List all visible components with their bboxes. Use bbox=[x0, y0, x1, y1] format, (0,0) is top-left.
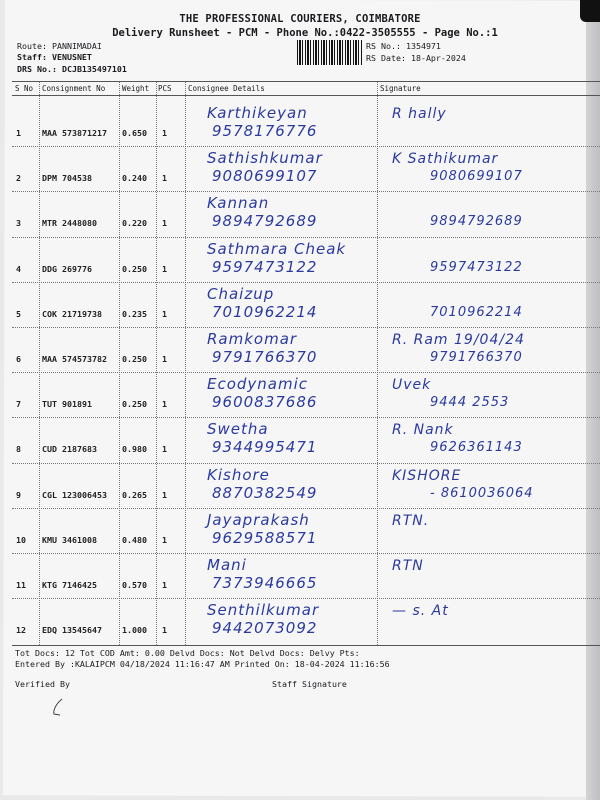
row-sno: 6 bbox=[16, 354, 21, 364]
barcode bbox=[297, 40, 363, 65]
route-label: Route: PANNIMADAI bbox=[17, 41, 102, 51]
consignee-name: Jayaprakash bbox=[207, 510, 310, 529]
signature-note: 9597473122 bbox=[430, 259, 523, 275]
row-weight: 0.250 bbox=[122, 354, 147, 364]
row-divider bbox=[12, 553, 600, 554]
row-weight: 0.650 bbox=[122, 128, 147, 138]
row-consignment-no: MTR 2448080 bbox=[42, 218, 97, 229]
consignee-name: Karthikeyan bbox=[207, 104, 308, 122]
signature: — s. At bbox=[392, 603, 449, 620]
col-consignment: Consignment No bbox=[42, 84, 106, 93]
consignee-phone: 9791766370 bbox=[212, 348, 318, 366]
row-pcs: 1 bbox=[162, 128, 167, 138]
consignee-name: Kannan bbox=[207, 194, 270, 213]
row-pcs: 1 bbox=[162, 534, 167, 545]
signature: R. Ram 19/04/24 bbox=[392, 332, 525, 348]
row-consignment-no: TUT 901891 bbox=[42, 399, 92, 410]
consignee-name: Swetha bbox=[207, 420, 269, 439]
pen-mark bbox=[48, 696, 68, 718]
row-divider bbox=[12, 372, 600, 373]
row-weight: 0.265 bbox=[122, 489, 147, 500]
row-pcs: 1 bbox=[162, 580, 167, 590]
consignee-name: Mani bbox=[207, 556, 247, 574]
row-divider bbox=[12, 463, 600, 464]
row-weight: 0.250 bbox=[122, 263, 147, 274]
totals-line: Tot Docs: 12 Tot COD Amt: 0.00 Delvd Docs: Not Delvd Docs: Delvy Pts: bbox=[15, 648, 360, 658]
row-weight: 0.240 bbox=[122, 173, 147, 184]
row-consignment-no: EDQ 13545647 bbox=[42, 625, 102, 636]
row-consignment-no: MAA 574573782 bbox=[42, 354, 107, 364]
row-divider bbox=[12, 146, 600, 147]
row-sno: 10 bbox=[16, 534, 26, 545]
row-weight: 1.000 bbox=[122, 625, 147, 636]
row-sno: 5 bbox=[16, 308, 21, 319]
table-bottom-rule bbox=[12, 645, 600, 646]
row-pcs: 1 bbox=[162, 308, 167, 319]
consignee-phone: 9600837686 bbox=[212, 393, 318, 412]
col-signature: Signature bbox=[380, 84, 421, 93]
consignee-name: Sathishkumar bbox=[207, 149, 323, 168]
row-sno: 11 bbox=[16, 580, 26, 590]
row-weight: 0.220 bbox=[122, 218, 147, 229]
row-pcs: 1 bbox=[162, 489, 167, 500]
entered-by-line: Entered By :KALAIPCM 04/18/2024 11:16:47 AM Printed On: 18-04-2024 11:16:56 bbox=[15, 659, 390, 669]
table-header-rule bbox=[12, 95, 600, 96]
row-sno: 9 bbox=[16, 489, 21, 500]
row-pcs: 1 bbox=[162, 173, 167, 184]
row-divider bbox=[12, 508, 600, 509]
consignee-phone: 9080699107 bbox=[212, 167, 318, 186]
row-consignment-no: CUD 2187683 bbox=[42, 444, 97, 455]
row-sno: 4 bbox=[16, 263, 21, 274]
row-weight: 0.980 bbox=[122, 444, 147, 455]
row-divider bbox=[12, 282, 600, 283]
row-sno: 12 bbox=[16, 625, 26, 636]
consignee-phone: 7010962214 bbox=[212, 302, 318, 321]
row-divider bbox=[12, 417, 600, 418]
row-consignment-no: KMU 3461008 bbox=[42, 534, 97, 545]
col-divider bbox=[185, 82, 186, 645]
col-divider bbox=[119, 82, 120, 645]
row-consignment-no: DPM 704538 bbox=[42, 173, 92, 184]
row-divider bbox=[12, 598, 600, 599]
row-weight: 0.570 bbox=[122, 580, 147, 590]
signature-note: 9894792689 bbox=[430, 214, 523, 230]
row-sno: 1 bbox=[16, 128, 21, 138]
drs-number: DRS No.: DCJB135497101 bbox=[17, 64, 127, 74]
signature-note: - 8610036064 bbox=[430, 485, 534, 501]
table-top-rule bbox=[12, 81, 600, 82]
consignee-name: Ecodynamic bbox=[207, 375, 309, 394]
col-sno: S No bbox=[15, 84, 34, 93]
signature-note: 9444 2553 bbox=[430, 395, 510, 411]
consignee-phone: 9578176776 bbox=[212, 122, 318, 140]
col-consignee: Consignee Details bbox=[188, 84, 265, 93]
row-consignment-no: CGL 123006453 bbox=[42, 489, 107, 500]
row-divider bbox=[12, 327, 600, 328]
row-consignment-no: COK 21719738 bbox=[42, 308, 102, 319]
consignee-phone: 8870382549 bbox=[212, 483, 318, 502]
row-consignment-no: KTG 7146425 bbox=[42, 580, 97, 590]
consignee-name: Kishore bbox=[207, 465, 270, 484]
page-edge-shadow bbox=[586, 0, 600, 800]
signature: RTN bbox=[392, 558, 424, 574]
row-weight: 0.235 bbox=[122, 308, 147, 319]
signature: K Sathikumar bbox=[392, 151, 499, 168]
consignee-name: Chaizup bbox=[207, 284, 275, 303]
row-sno: 7 bbox=[16, 399, 21, 410]
row-pcs: 1 bbox=[162, 354, 167, 364]
consignee-phone: 9894792689 bbox=[212, 212, 318, 231]
row-divider bbox=[12, 191, 600, 192]
row-sno: 8 bbox=[16, 444, 21, 455]
signature: RTN. bbox=[392, 512, 430, 529]
signature: Uvek bbox=[392, 377, 432, 394]
row-consignment-no: DDG 269776 bbox=[42, 263, 92, 274]
consignee-phone: 9597473122 bbox=[212, 257, 318, 276]
row-pcs: 1 bbox=[162, 625, 167, 636]
consignee-name: Sathmara Cheak bbox=[207, 239, 347, 258]
col-divider bbox=[39, 82, 40, 645]
consignee-name: Senthilkumar bbox=[207, 601, 320, 620]
col-divider bbox=[156, 82, 157, 645]
signature-note: 9626361143 bbox=[430, 440, 523, 456]
row-consignment-no: MAA 573871217 bbox=[42, 128, 107, 138]
staff-label: Staff: VENUSNET bbox=[17, 52, 92, 62]
row-sno: 2 bbox=[16, 173, 21, 184]
consignee-phone: 7373946665 bbox=[212, 574, 318, 592]
col-divider bbox=[377, 82, 378, 645]
company-name: THE PROFESSIONAL COURIERS, COIMBATORE bbox=[179, 13, 421, 25]
signature-note: 9791766370 bbox=[430, 350, 523, 365]
consignee-name: Ramkomar bbox=[207, 330, 298, 348]
col-weight: Weight bbox=[122, 84, 150, 93]
signature: KISHORE bbox=[392, 467, 462, 484]
row-weight: 0.480 bbox=[122, 534, 147, 545]
col-pcs: PCS bbox=[158, 84, 172, 93]
runsheet-title: Delivery Runsheet - PCM - Phone No.:0422-3505555 - Page No.:1 bbox=[112, 27, 498, 39]
signature-note: 9080699107 bbox=[430, 169, 523, 185]
row-divider bbox=[12, 237, 600, 238]
row-pcs: 1 bbox=[162, 263, 167, 274]
consignee-phone: 9629588571 bbox=[212, 528, 318, 547]
row-pcs: 1 bbox=[162, 399, 167, 410]
signature: R. Nank bbox=[392, 422, 454, 439]
row-sno: 3 bbox=[16, 218, 21, 229]
row-pcs: 1 bbox=[162, 218, 167, 229]
rs-number: RS No.: 1354971 bbox=[366, 41, 441, 51]
rs-date: RS Date: 18-Apr-2024 bbox=[366, 53, 466, 63]
staff-signature-label: Staff Signature bbox=[272, 679, 347, 689]
signature: R hally bbox=[392, 106, 447, 122]
consignee-phone: 9442073092 bbox=[212, 619, 318, 638]
consignee-phone: 9344995471 bbox=[212, 438, 318, 457]
row-weight: 0.250 bbox=[122, 399, 147, 410]
verified-by-label: Verified By bbox=[15, 679, 70, 689]
row-pcs: 1 bbox=[162, 444, 167, 455]
signature-note: 7010962214 bbox=[430, 304, 523, 320]
